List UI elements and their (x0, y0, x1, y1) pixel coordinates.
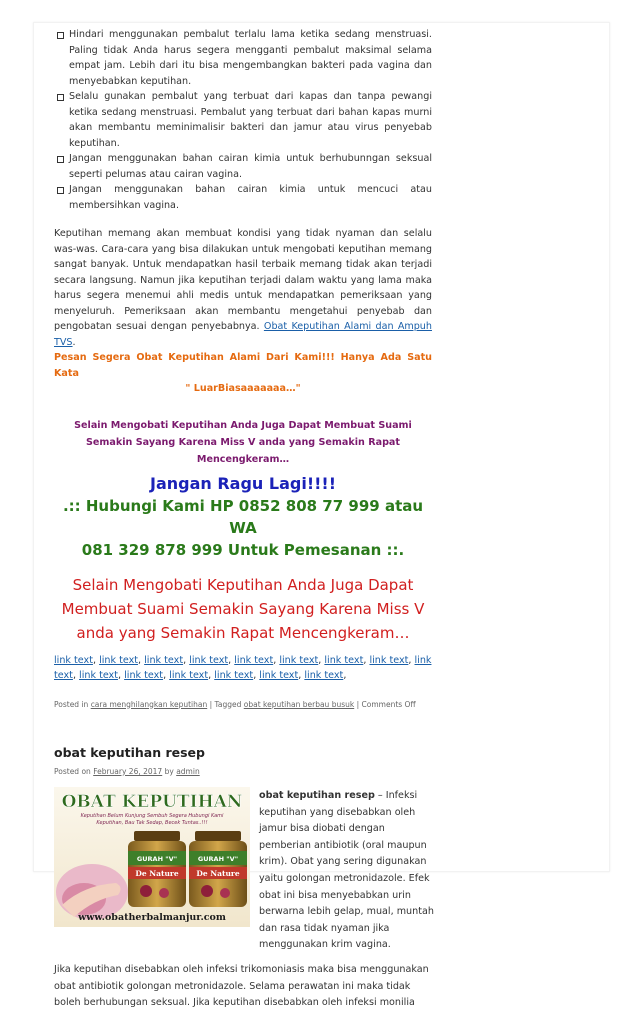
link-item[interactable]: link text (144, 654, 184, 666)
link-item[interactable]: link text (304, 669, 344, 681)
product-image-url: www.obatherbalmanjur.com (78, 912, 226, 923)
bullet-square-icon (57, 156, 64, 163)
list-item (54, 27, 432, 89)
post-paragraph: Jika keputihan disebabkan oleh infeksi trikomoniasis maka bisa menggunakan obat antibiotik golongan metronidazole. Selama perawatan ini maka tidak boleh berhubungan seksual. Jika keputihan disebabkan oleh infeksi monilia (54, 964, 429, 1009)
promo-text-red: Selain Mengobati Keputihan Anda Juga Dapat Membuat Suami Semakin Sayang Karena Miss V anda yang Semakin Rapat Mencengkeram… (61, 575, 425, 642)
paragraph-text: Keputihan memang akan membuat kondisi yang tidak nyaman dan selalu was-was. Cara-cara yang bisa dilakukan untuk mengobati keputihan memang sangat banyak. Untuk mendapatkan hasil terbaik memang tidak akan terjadi secara langsung. Namun jika keputihan terjadi dalam waktu yang lama maka harus segera menemui ahli medis untuk mendapatkan pemeriksaan yang menyeluruh. Pemeriksaan akan membantu mengetahui penyebab dan pengobatan sesuai dengan penyebabnya. (54, 228, 432, 332)
bottle-brand: De Nature (135, 869, 179, 878)
bullet-square-icon (57, 94, 64, 101)
author-link[interactable]: admin (176, 766, 200, 776)
post-date-link[interactable]: February 26, 2017 (93, 766, 163, 776)
link-item[interactable]: link text (189, 654, 229, 666)
comments-status: | Comments Off (356, 699, 416, 709)
list-item (54, 182, 432, 213)
body-paragraph (54, 226, 432, 350)
link-item[interactable]: link text (99, 654, 139, 666)
link-item[interactable]: link text (54, 654, 93, 666)
bottle-left (128, 831, 186, 907)
entry-meta (54, 697, 432, 713)
link-item[interactable]: link text (234, 654, 274, 666)
tag-link[interactable]: obat keputihan berbau busuk (243, 699, 355, 709)
list-item-text: Selalu gunakan pembalut yang terbuat dari kapas dan tanpa pewangi ketika sedang menstruasi. Pembalut yang terbuat dari bahan kapas murni akan membantu meminimalisir bakteri dan jamur atau virus penyebab keputihan. (69, 91, 432, 149)
bullet-square-icon (57, 32, 64, 39)
promo-text-purple: Selain Mengobati Keputihan Anda Juga Dapat Membuat Suami Semakin Sayang Karena Miss V anda yang Semakin Rapat Mencengkeram… (74, 419, 412, 465)
meta-label: | Tagged (209, 699, 242, 709)
post-title[interactable]: obat keputihan resep (54, 745, 205, 760)
order-callout-quote: " LuarBiasaaaaaaa…" (185, 383, 301, 394)
tips-list (54, 27, 432, 213)
list-item-text: Hindari menggunakan pembalut terlalu lama ketika sedang menstruasi. Paling tidak Anda harus segera mengganti pembalut maksimal selama empat jam. Lebih dari itu bisa mengembangkan bakteri pada vagina dan menyebabkan keputihan. (69, 29, 432, 87)
bottle-label: GURAH "V" (197, 855, 239, 863)
bottle-right (189, 831, 247, 907)
lead-keyword: obat keputihan resep (259, 790, 375, 801)
category-link[interactable]: cara menghilangkan keputihan (90, 699, 208, 709)
bottle-label: GURAH "V" (136, 855, 178, 863)
list-item-text: Jangan menggunakan bahan cairan kimia untuk berhubunngan seksual seperti pelumas atau cairan vagina. (69, 153, 432, 180)
list-item-text: Jangan menggunakan bahan cairan kimia untuk mencuci atau membersihkan vagina. (69, 184, 432, 211)
link-item[interactable]: link text (259, 669, 299, 681)
link-item[interactable]: link text (124, 669, 164, 681)
article-column (54, 27, 432, 1012)
bullet-square-icon (57, 187, 64, 194)
link-item[interactable]: link text (369, 654, 409, 666)
lead-text: – Infeksi keputihan yang disebabkan oleh jamur bisa diobati dengan pemberian antibiotik (oral maupun krim). Obat yang sering digunakan yaitu golongan metronidazole. Efek obat ini bisa menyebabkan urin berwarna lebih gelap, mual, muntah dan rasa tidak nyaman jika menggunakan krim vagina. (259, 790, 434, 951)
product-image-subtitle-2: Keputihan, Bau Tak Sedap, Becek Tuntas..!!! (96, 820, 208, 826)
bottle-brand: De Nature (196, 869, 240, 878)
product-image[interactable] (54, 787, 250, 927)
meta-label: by (164, 766, 174, 776)
meta-label: Posted in (54, 699, 89, 709)
link-item[interactable]: link text (214, 669, 254, 681)
contact-line-1: .:: Hubungi Kami HP 0852 808 77 999 atau WA (62, 496, 424, 537)
list-item (54, 89, 432, 151)
cta-heading: Jangan Ragu Lagi!!!! (150, 473, 336, 493)
link-item[interactable]: link text (324, 654, 364, 666)
post-body (54, 787, 432, 962)
list-item (54, 151, 432, 182)
link-item[interactable]: link text (169, 669, 209, 681)
post-meta (54, 764, 432, 780)
link-item[interactable]: link text (79, 669, 118, 681)
post-lead (259, 788, 434, 954)
link-list: link text, link text, link text, link text, link text, link text, link text, link text, link text, link text, link text, link text, link text, link text, link text, (54, 654, 432, 681)
product-image-title: OBAT KEPUTIHAN (61, 792, 243, 812)
meta-label: Posted on (54, 766, 91, 776)
link-item[interactable]: link text (279, 654, 319, 666)
paragraph-end: . (72, 336, 76, 348)
order-callout: Pesan Segera Obat Keputihan Alami Dari Kami!!! Hanya Ada Satu Kata (54, 352, 432, 379)
contact-line-2: 081 329 878 999 Untuk Pemesanan ::. (81, 540, 405, 559)
product-link[interactable]: Obat Keputihan Alami dan Ampuh TVS (54, 321, 432, 348)
link-item[interactable]: link text (54, 654, 432, 681)
product-image-subtitle: Keputihan Belum Kunjung Sembuh Segera Hubungi Kami (80, 813, 224, 819)
